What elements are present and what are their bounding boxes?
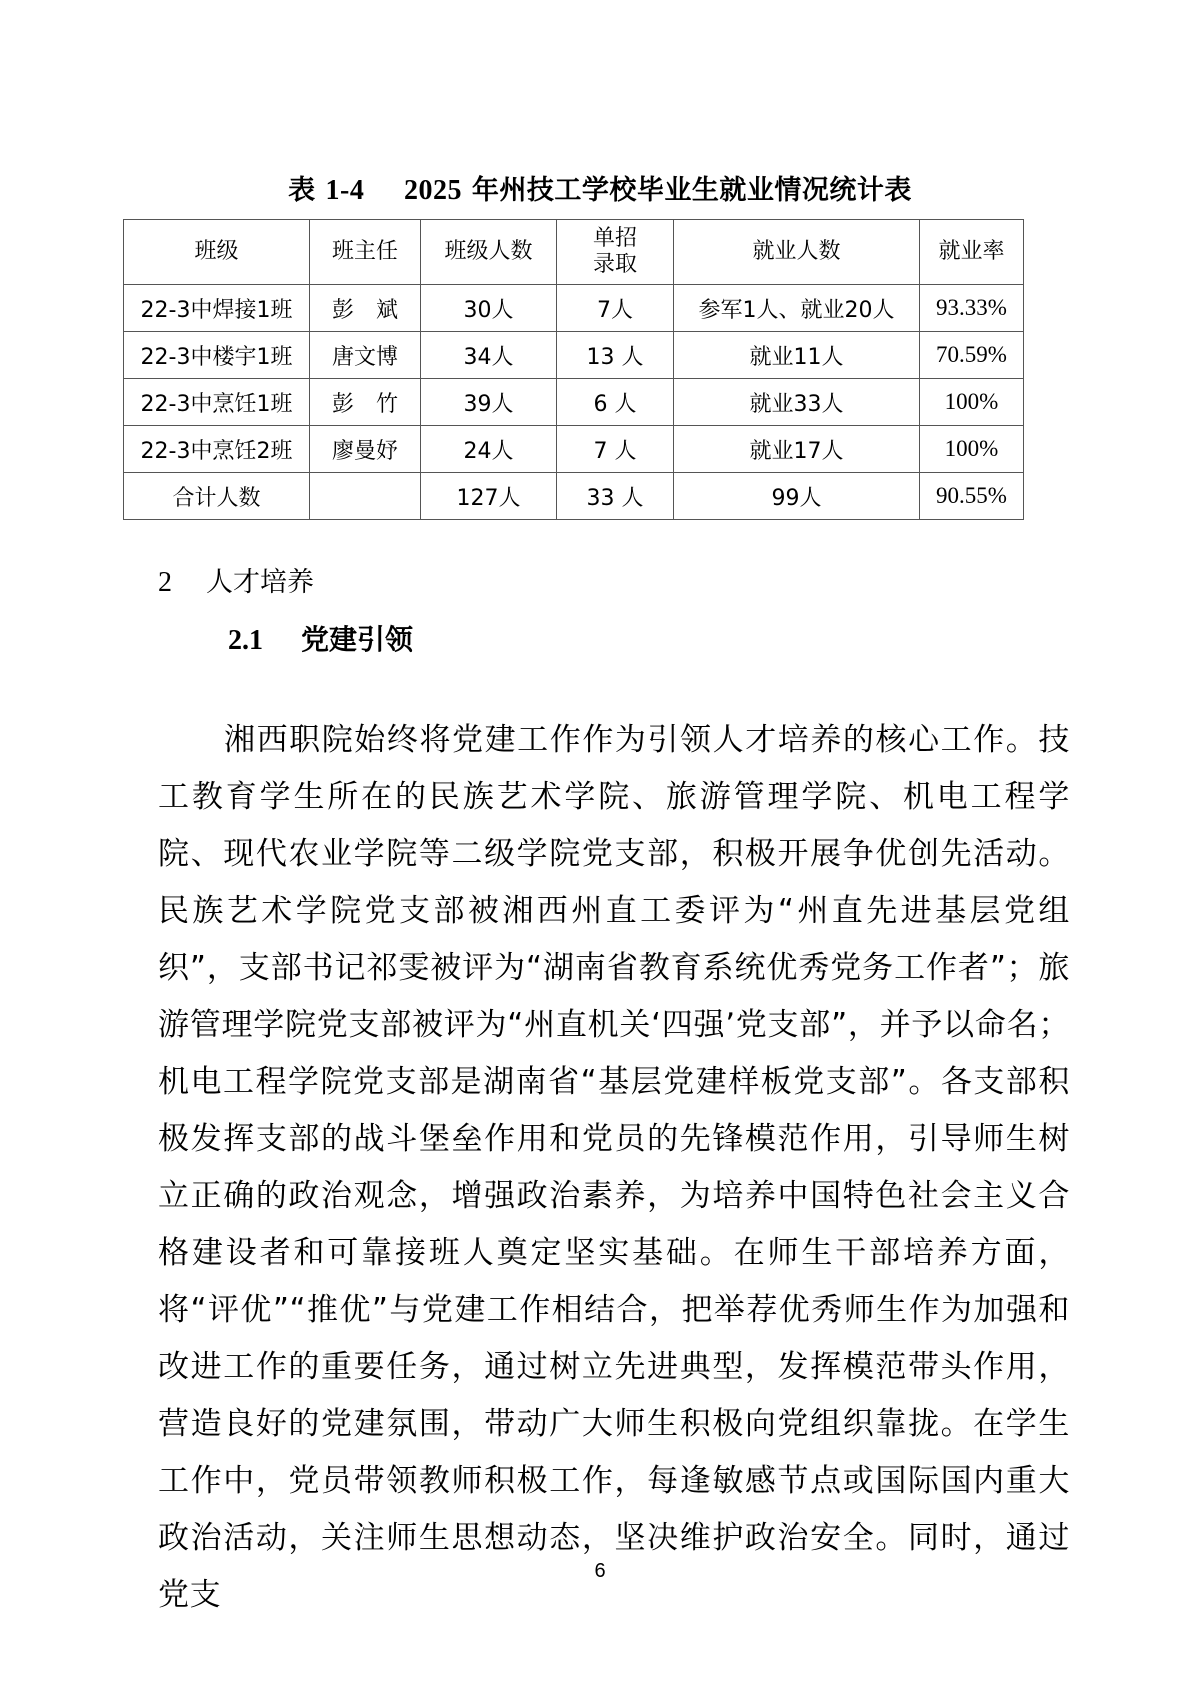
page-number: 6 — [594, 1560, 606, 1582]
table-row — [124, 379, 1024, 426]
cell-class: 22-3中烹饪2班 — [124, 426, 310, 473]
cell-admitted: 7 人 — [557, 426, 674, 473]
cell-class-size: 24人 — [421, 426, 557, 473]
cell-teacher: 彭 斌 — [310, 285, 421, 332]
cell-class-size: 34人 — [421, 332, 557, 379]
cell-class-size: 39人 — [421, 379, 557, 426]
cell-employed: 就业33人 — [674, 379, 920, 426]
table-caption — [0, 168, 1200, 207]
cell-employed: 参军1人、就业20人 — [674, 285, 920, 332]
cell-teacher — [310, 473, 421, 520]
header-class: 班级 — [124, 220, 310, 285]
cell-class: 22-3中楼宇1班 — [124, 332, 310, 379]
cell-admitted: 7人 — [557, 285, 674, 332]
cell-total-rate: 90.55% — [920, 473, 1024, 520]
cell-rate: 100% — [920, 379, 1024, 426]
table-caption-number: 1-4 — [325, 175, 365, 206]
table-row — [124, 426, 1024, 473]
section-heading — [158, 560, 314, 599]
cell-teacher: 彭 竹 — [310, 379, 421, 426]
header-single-admission-line2: 录取 — [592, 252, 637, 277]
table-caption-prefix: 表 — [288, 175, 316, 206]
header-single-admission-line1: 单招 — [592, 226, 637, 251]
section-title: 人才培养 — [206, 567, 314, 598]
cell-total-admitted: 33 人 — [557, 473, 674, 520]
subsection-heading — [228, 618, 413, 658]
cell-teacher: 廖曼妤 — [310, 426, 421, 473]
cell-total-label: 合计人数 — [124, 473, 310, 520]
header-employed-count: 就业人数 — [674, 220, 920, 285]
cell-class: 22-3中焊接1班 — [124, 285, 310, 332]
table-caption-year: 2025 — [403, 175, 462, 206]
cell-rate: 100% — [920, 426, 1024, 473]
table-total-row — [124, 473, 1024, 520]
cell-admitted: 6 人 — [557, 379, 674, 426]
body-paragraph: 湘西职院始终将党建工作作为引领人才培养的核心工作。技工教育学生所在的民族艺术学院、旅游管理学院、机电工程学院、现代农业学院等二级学院党支部，积极开展争优创先活动。民族艺术学院党支部被湘西州直工委评为“州直先进基层党组织”，支部书记祁雯被评为“湖南省教育系统优秀党务工作者”；旅游管理学院党支部被评为“州直机关‘四强’党支部”，并予以命名；机电工程学院党支部是湖南省“基层党建样板党支部”。各支部积极发挥支部的战斗堡垒作用和党员的先锋模范作用，引导师生树立正确的政治观念，增强政治素养，为培养中国特色社会主义合格建设者和可靠接班人奠定坚实基础。在师生干部培养方面，将“评优”“推优”与党建工作相结合，把举荐优秀师生作为加强和改进工作的重要任务，通过树立先进典型，发挥模范带头作用，营造良好的党建氛围，带动广大师生积极向党组织靠拢。在学生工作中，党员带领教师积极工作，每逢敏感节点或国际国内重大政治活动，关注师生思想动态，坚决维护政治安全。同时，通过党支 — [158, 722, 1070, 1613]
cell-class: 22-3中烹饪1班 — [124, 379, 310, 426]
cell-teacher: 唐文博 — [310, 332, 421, 379]
employment-stats-table — [123, 219, 1024, 520]
header-employment-rate: 就业率 — [920, 220, 1024, 285]
header-single-admission — [557, 220, 674, 285]
cell-total-size: 127人 — [421, 473, 557, 520]
cell-admitted: 13 人 — [557, 332, 674, 379]
cell-employed: 就业17人 — [674, 426, 920, 473]
table-row — [124, 332, 1024, 379]
cell-rate: 93.33% — [920, 285, 1024, 332]
cell-class-size: 30人 — [421, 285, 557, 332]
section-number: 2 — [158, 567, 172, 598]
subsection-title: 党建引领 — [301, 623, 414, 656]
table-caption-text: 年州技工学校毕业生就业情况统计表 — [471, 175, 912, 206]
cell-total-employed: 99人 — [674, 473, 920, 520]
header-class-size: 班级人数 — [421, 220, 557, 285]
cell-rate: 70.59% — [920, 332, 1024, 379]
header-teacher: 班主任 — [310, 220, 421, 285]
table-header-row — [124, 220, 1024, 285]
subsection-number: 2.1 — [228, 625, 263, 656]
table-row — [124, 285, 1024, 332]
cell-employed: 就业11人 — [674, 332, 920, 379]
